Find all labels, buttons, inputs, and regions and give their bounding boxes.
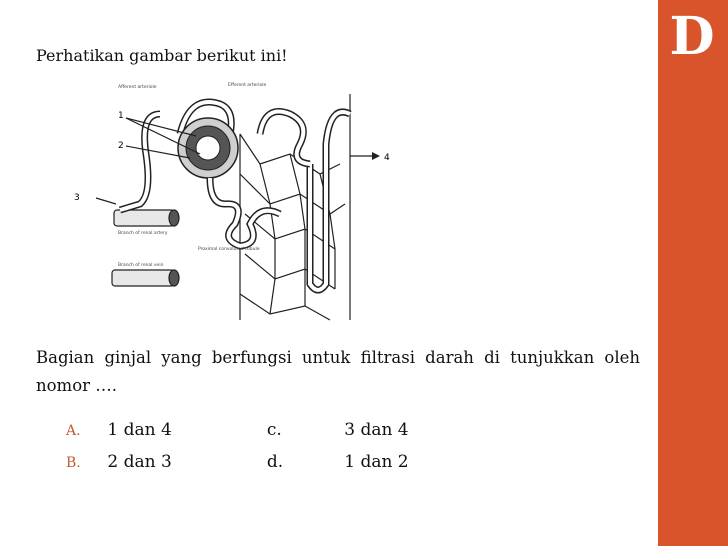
label-afferent: Afferent arteriole — [118, 85, 157, 90]
sidebar-divider — [656, 0, 658, 546]
label-4: 4 — [384, 153, 390, 163]
option-letter: c. — [266, 420, 282, 440]
label-renal-artery: Branch of renal artery — [118, 231, 168, 236]
label-2: 2 — [118, 141, 124, 151]
label-3: 3 — [74, 193, 80, 203]
option-letter: A. — [66, 423, 81, 439]
option-letter: d. — [266, 452, 284, 472]
option-letter: B. — [66, 455, 81, 471]
answer-badge: D — [669, 6, 715, 67]
question-text: Bagian ginjal yang berfungsi untuk filtrasi darah di tunjukkan oleh nomor …. — [36, 348, 640, 395]
option-row — [66, 414, 464, 446]
label-renal-vein: Branch of renal vein — [118, 263, 164, 268]
nephron-diagram — [60, 74, 400, 328]
option-value: 2 dan 3 — [107, 452, 172, 472]
accent-sidebar — [656, 0, 728, 546]
page-title: Perhatikan gambar berikut ini! — [36, 46, 288, 65]
option-value: 1 dan 4 — [107, 420, 172, 440]
option-value: 1 dan 2 — [344, 452, 409, 472]
label-efferent: Efferent arteriole — [228, 83, 267, 88]
answer-options — [66, 414, 464, 478]
option-value: 3 dan 4 — [344, 420, 409, 440]
label-1: 1 — [118, 111, 124, 121]
option-row — [66, 446, 464, 478]
label-proximal: Proximal convoluted tubule — [198, 247, 260, 252]
